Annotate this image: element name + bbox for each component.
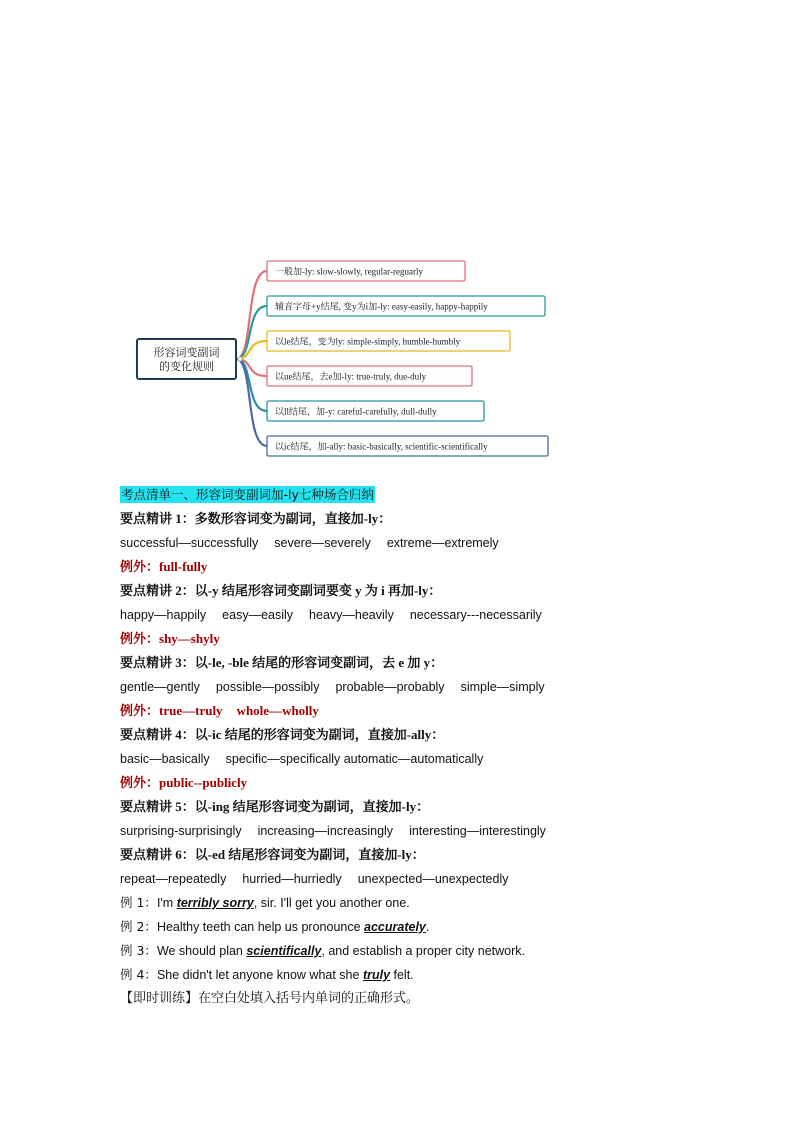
sentence-after: , sir. I'll get you another one.: [253, 896, 410, 910]
point-title: 要点精讲 4：以-ic 结尾的形容词变为副词，直接加-ally：: [120, 727, 445, 742]
branch-label: 以ll结尾，加-y: careful-carefully, dull-dully: [275, 406, 437, 417]
example-pair: possible—possibly: [215, 680, 320, 694]
mindmap-branch: [267, 261, 465, 281]
point-exception: [120, 771, 680, 795]
lesson-content: [120, 483, 680, 1011]
exception-word: full-fully: [159, 559, 208, 574]
sentence-after: .: [425, 920, 430, 934]
sentence-before: She didn't let anyone know what she: [156, 968, 363, 982]
mindmap-branch: [267, 436, 548, 456]
section-heading: 考点清单一、形容词变副词加-ly七种场合归纳: [121, 487, 374, 502]
exception-word: true—truly: [159, 703, 223, 718]
example-pair: simple—simply: [460, 680, 545, 694]
sentence-before: We should plan: [156, 944, 247, 958]
example-label: 例 4：: [120, 967, 157, 982]
point-examples: [120, 867, 680, 891]
mindmap-branch: [267, 331, 510, 351]
example-pair: necessary---necessarily: [409, 608, 542, 622]
exception-label: 例外：: [120, 631, 160, 646]
point-title: 要点精讲 5：以-ing 结尾形容词变为副词，直接加-ly：: [120, 799, 430, 814]
exception-word: whole—wholly: [236, 703, 319, 718]
point-title: 要点精讲 2：以-y 结尾形容词变副词要变 y 为 i 再加-ly：: [120, 583, 442, 598]
example-pair: gentle—gently: [120, 680, 200, 694]
example-pair: happy—happily: [120, 608, 207, 622]
exception-label: 例外：: [120, 559, 160, 574]
point-examples: [120, 603, 680, 627]
example-sentence: [120, 891, 680, 915]
example-label: 例 1：: [120, 895, 157, 910]
example-pair: heavy—heavily: [309, 608, 394, 622]
practice-instruction: 【即时训练】在空白处填入括号内单词的正确形式。: [120, 991, 420, 1006]
point-exception: [120, 555, 680, 579]
sentence-before: Healthy teeth can help us pronounce: [156, 920, 365, 934]
branch-label: 辅音字母+y结尾, 变y为i加-ly: easy-easily, happy-happily: [275, 301, 488, 312]
answer-word: truly: [362, 968, 391, 982]
point-examples: [120, 675, 680, 699]
example-pair: probable—probably: [335, 680, 445, 694]
example-sentence: [120, 939, 680, 963]
example-pair: interesting—interestingly: [409, 824, 546, 838]
point-title: 要点精讲 1：多数形容词变为副词，直接加-ly：: [120, 511, 392, 526]
point-examples: [120, 747, 680, 771]
exception-word: shy—shyly: [159, 631, 220, 646]
answer-word: accurately: [364, 920, 426, 934]
section-heading-line: [120, 483, 680, 507]
example-pair: surprising-surprisingly: [120, 824, 242, 838]
sentence-after: , and establish a proper city network.: [321, 944, 525, 958]
exception-label: 例外：: [120, 775, 160, 790]
key-points-list: [120, 507, 680, 891]
example-pair: specific—specifically automatic—automatically: [225, 752, 484, 766]
example-pair: severe—severely: [274, 536, 371, 550]
exception-word: public--publicly: [159, 775, 248, 790]
mindmap-diagram: [0, 0, 794, 470]
example-sentence: [120, 963, 680, 987]
example-label: 例 2：: [120, 919, 157, 934]
branch-connector: [236, 306, 267, 359]
branch-connector: [236, 359, 267, 411]
answer-word: scientifically: [246, 944, 322, 958]
point-examples: [120, 819, 680, 843]
point-title: 要点精讲 6：以-ed 结尾形容词变为副词，直接加-ly：: [120, 847, 425, 862]
mindmap-branch: [267, 366, 472, 386]
example-pair: successful—successfully: [120, 536, 259, 550]
example-pair: extreme—extremely: [386, 536, 499, 550]
example-pair: increasing—increasingly: [257, 824, 394, 838]
point-exception: [120, 627, 680, 651]
example-pair: unexpected—unexpectedly: [357, 872, 509, 886]
example-label: 例 3：: [120, 943, 157, 958]
example-pair: easy—easily: [222, 608, 294, 622]
example-pair: hurried—hurriedly: [242, 872, 342, 886]
root-line-2: 的变化规则: [159, 360, 214, 373]
point-title: 要点精讲 3：以-le, -ble 结尾的形容词变副词，去 e 加 y：: [120, 655, 444, 670]
mindmap-root: [137, 339, 242, 379]
point-exception: [120, 699, 680, 723]
example-sentence: [120, 915, 680, 939]
root-line-1: 形容词变副词: [153, 346, 220, 359]
mindmap-branch: [267, 296, 545, 316]
branch-connector: [236, 271, 267, 359]
branch-label: 以le结尾，变为ly: simple-simply, humble-humbly: [275, 336, 461, 347]
branch-label: 以ue结尾，去e加-ly: true-truly, due-duly: [275, 371, 427, 382]
sentence-after: felt.: [390, 968, 414, 982]
sentence-before: I'm: [156, 896, 177, 910]
example-sentences: [120, 891, 680, 987]
mindmap-branches: [267, 261, 548, 456]
point-examples: [120, 531, 680, 555]
mindmap-branch: [267, 401, 484, 421]
exception-label: 例外：: [120, 703, 160, 718]
branch-connector: [236, 359, 267, 446]
branch-label: 一般加-ly: slow-slowly, regular-reguarly: [275, 266, 423, 277]
example-pair: basic—basically: [120, 752, 210, 766]
answer-word: terribly sorry: [176, 896, 254, 910]
branch-label: 以ic结尾，加-ally: basic-basically, scientific-scientifically: [275, 441, 488, 452]
example-pair: repeat—repeatedly: [120, 872, 227, 886]
